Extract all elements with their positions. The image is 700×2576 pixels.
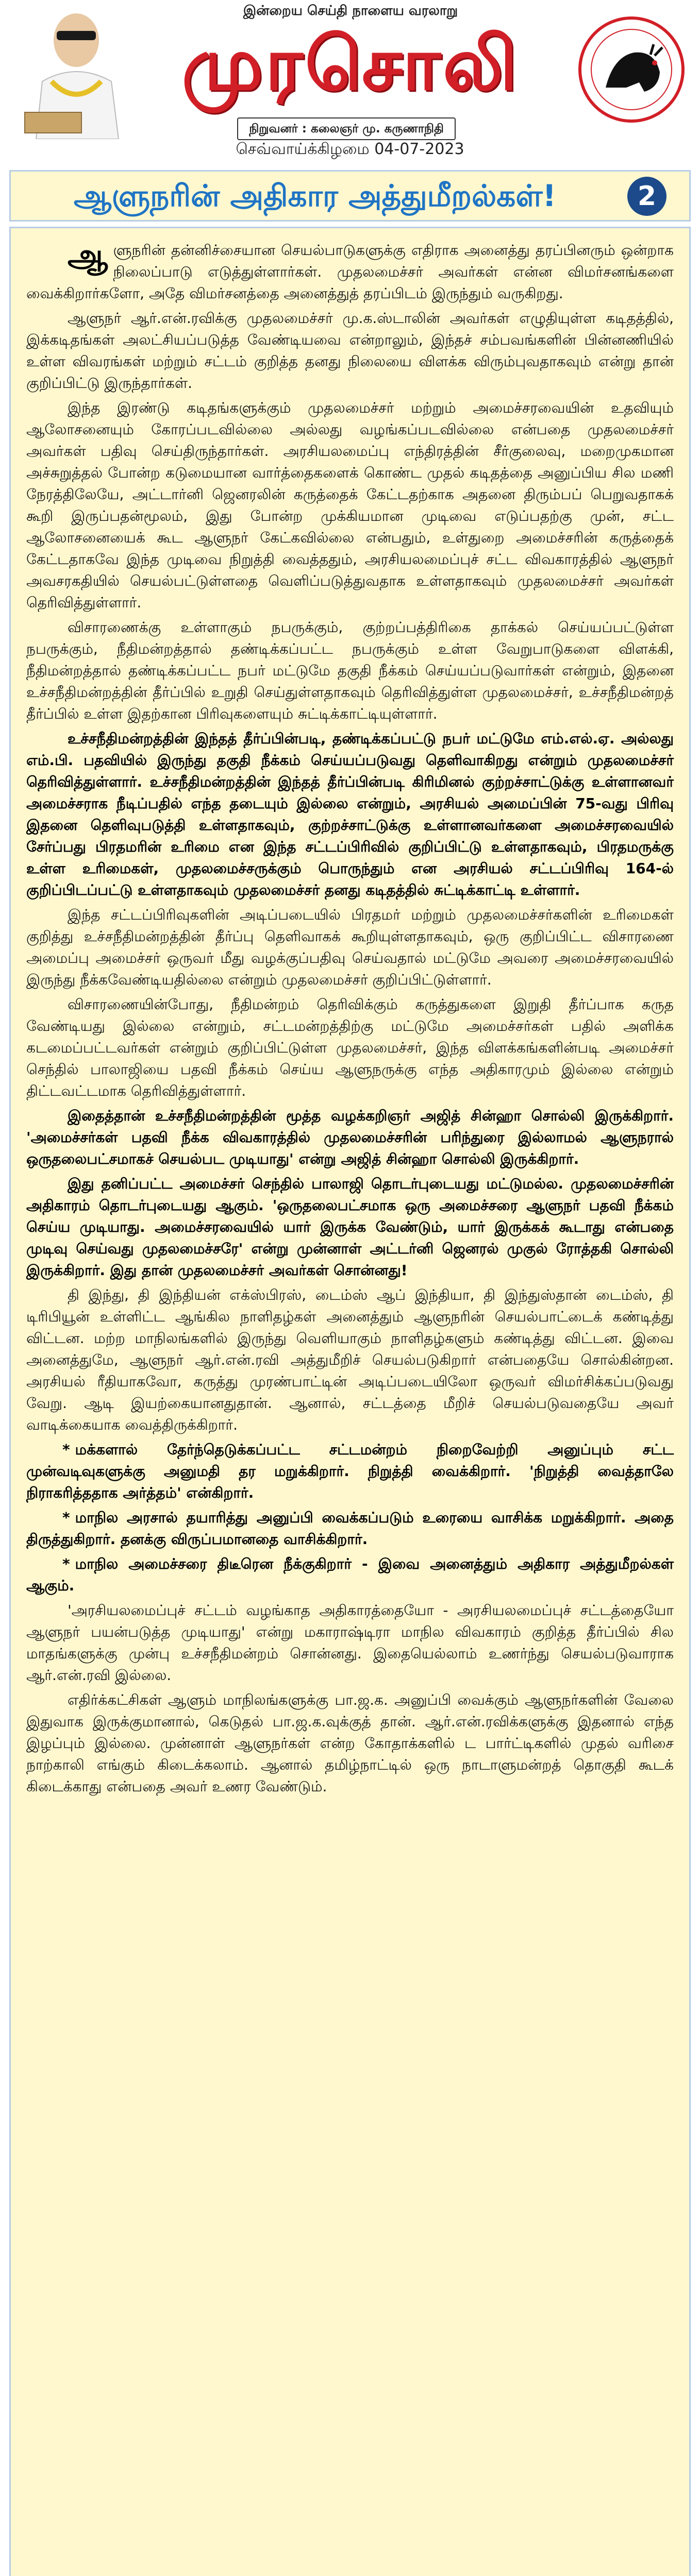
emblem-seal-icon xyxy=(577,15,686,124)
founder-portrait xyxy=(15,4,134,139)
paragraph-bold: இது தனிப்பட்ட அமைச்சர் செந்தில் பாலாஜி தொடர்புடையது மட்டுமல்ல. முதலமைச்சரின் அதிகாரம் தொடர்புடையது ஆகும். 'ஒருதலைபட்சமாக ஒரு அமைச்சரை ஆளுநர் பதவி நீக்கம் செய்ய முடியாது. அமைச்சரவையில் யார் இருக்க வேண்டும், யார் இருக்கக் கூடாது என்பதை முடிவு செய்வது முதலமைச்சரே' என்று முன்னாள் அட்டர்னி ஜெனரல் முகுல் ரோத்தகி சொல்லி இருக்கிறார். இது தான் முதலமைச்சர் அவர்கள் சொன்னது! xyxy=(26,1175,674,1279)
paragraph: ஆளுநர் ஆர்.என்.ரவிக்கு முதலமைச்சர் மு.க.ஸ்டாலின் அவர்கள் எழுதியுள்ள கடிதத்தில், இக்கடிதங்கள் அலட்சியப்படுத்த வேண்டியவை என்றாலும், இந்தச் சம்பவங்களின் பின்னணியில் உள்ள விவரங்கள் மற்றும் சட்டம் குறித்த தனது நிலையை விளக்க விரும்புவதாகவும் என்று தான் குறிப்பிட்டு இருந்தார்கள். xyxy=(26,310,674,392)
paragraph-intro xyxy=(26,236,674,304)
paragraph-bold: இதைத்தான் உச்சநீதிமன்றத்தின் மூத்த வழக்கறிஞர் அஜித் சின்ஹா சொல்லி இருக்கிறார். 'அமைச்சர்கள் பதவி நீக்க விவகாரத்தில் முதலமைச்சரின் பரிந்துரை இல்லாமல் ஆளுநரால் ஒருதலைபட்சமாகச் செயல்பட முடியாது' என்று அஜித் சின்ஹா சொல்லி இருக்கிறார். xyxy=(26,1107,674,1167)
star-bullet-icon: * xyxy=(62,1555,70,1572)
bullet-text: மாநில அமைச்சரை திடீரென நீக்குகிறார் - இவை அனைத்தும் அதிகார அத்துமீறல்கள் ஆகும். xyxy=(26,1555,674,1594)
paragraph: விசாரணைக்கு உள்ளாகும் நபருக்கும், குற்றப்பத்திரிகை தாக்கல் செய்யப்பட்டுள்ள நபருக்கும், நீதிமன்றத்தால் தண்டிக்கப்பட்ட நபருக்கும் உள்ள வேறுபாடுகளை விளக்கி, நீதிமன்றத்தால் தண்டிக்கப்பட்ட நபர் மட்டுமே தகுதி நீக்கம் செய்யப்படுவார்கள் என்றும், இதனை உச்சநீதிமன்றத்தின் தீர்ப்பில் உறுதி செய்துள்ளதாகவும் தெரிவித்துள்ள முதலமைச்சர், உச்சநீதிமன்றத் தீர்ப்பில் உள்ள இதற்கான பிரிவுகளையும் சுட்டிக்காட்டியுள்ளார். xyxy=(26,619,674,722)
article-title: ஆளுநரின் அதிகார அத்துமீறல்கள்! xyxy=(74,178,556,213)
paragraph: இந்த சட்டப்பிரிவுகளின் அடிப்படையில் பிரதமர் மற்றும் முதலமைச்சர்களின் உரிமைகள் குறித்து உச்சநீதிமன்றத்தின் தீர்ப்பு தெளிவாகக் கூறியுள்ளதாகவும், ஒரு குறிப்பிட்ட விசாரணை அமைப்பு அமைச்சர் ஒருவர் மீது வழக்குப்பதிவு செய்வதால் மட்டுமே அவரை அமைச்சரவையில் இருந்து நீக்கவேண்டியதில்லை என்றும் முதலமைச்சர் குறிப்பிட்டுள்ளார். xyxy=(26,906,674,988)
issue-date: செவ்வாய்க்கிழமை 04-07-2023 xyxy=(236,140,464,158)
paragraph: விசாரணையின்போது, நீதிமன்றம் தெரிவிக்கும் கருத்துகளை இறுதி தீர்ப்பாக கருத வேண்டியது இல்லை என்றும், சட்டமன்றத்திற்கு மட்டுமே அமைச்சர்கள் பதில் அளிக்க கடமைப்பட்டவர்கள் என்றும் குறிப்பிட்டுள்ள முதலமைச்சர், இந்த விளக்கங்களின்படி அமைச்சர் செந்தில் பாலாஜியை பதவி நீக்கம் செய்ய ஆளுநருக்கு எந்த அதிகாரமும் இல்லை என்றும் திட்டவட்டமாக தெரிவித்துள்ளார். xyxy=(26,996,674,1099)
bullet-point xyxy=(26,1507,674,1550)
paragraph: தி இந்து, தி இந்தியன் எக்ஸ்பிரஸ், டைம்ஸ் ஆப் இந்தியா, தி இந்துஸ்தான் டைம்ஸ், தி டிரிபியூன் உள்ளிட்ட ஆங்கில நாளிதழ்கள் அனைத்தும் ஆளுநரின் செயல்பாட்டைக் கண்டித்து விட்டன. மற்ற மாநிலங்களில் இருந்து வெளியாகும் நாளிதழ்களும் கண்டித்து விட்டன. இவை அனைத்துமே, ஆளுநர் ஆர்.என்.ரவி அத்துமீறிச் செயல்படுகிறார் என்பதையே சொல்கின்றன. அரசியல் ரீதியாகவோ, கருத்து முரண்பாட்டின் அடிப்படையிலோ ஒருவர் விமர்சிக்கப்படுவது வேறு. ஆடி இயற்கையானதுதான். ஆனால், சட்டத்தை மீறிச் செயல்படுவதையே அவர் வாடிக்கையாக வைத்திருக்கிறார். xyxy=(26,1286,674,1433)
part-number-badge: 2 xyxy=(627,177,666,216)
bullet-text: மாநில அரசால் தயாரித்து அனுப்பி வைக்கப்படும் உரையை வாசிக்க மறுக்கிறார். அதை திருத்துகிறார். தனக்கு விருப்பமானதை வாசிக்கிறார். xyxy=(26,1509,674,1548)
masthead-header xyxy=(0,0,700,158)
article-title-banner xyxy=(9,170,691,222)
drop-cap: ஆ xyxy=(68,236,108,274)
star-bullet-icon: * xyxy=(62,1441,70,1458)
masthead-title: முரசொலி xyxy=(181,21,520,107)
bullet-point xyxy=(26,1439,674,1504)
intro-text: ளுநரின் தன்னிச்சையான செயல்பாடுகளுக்கு எதிராக அனைத்து தரப்பினரும் ஒன்றாக நிலைப்பாடு எடுத்துள்ளார்கள். முதலமைச்சர் அவர்கள் என்ன விமர்சனங்களை வைக்கிறார்களோ, அதே விமர்சனத்தை அனைத்துத் தரப்பிடம் இருந்தும் வருகிறது. xyxy=(26,242,674,302)
star-bullet-icon: * xyxy=(62,1509,70,1526)
tagline: இன்றைய செய்தி நாளைய வரலாறு xyxy=(243,3,458,19)
founder-label: நிறுவனர் : கலைஞர் மு. கருணாநிதி xyxy=(237,117,456,140)
bullet-point xyxy=(26,1553,674,1597)
paragraph: 'அரசியலமைப்புச் சட்டம் வழங்காத அதிகாரத்தையோ - அரசியலமைப்புச் சட்டத்தையோ ஆளுநர் பயன்படுத்த முடியாது' என்று மகாராஷ்டிரா மாநில விவகாரம் குறித்த தீர்ப்பில் சில மாதங்களுக்கு முன்பு உச்சநீதிமன்றம் சொன்னது. இதையெல்லாம் உணர்ந்து செயல்படுவாராக ஆர்.என்.ரவி இல்லை. xyxy=(26,1602,674,1684)
paragraph: இந்த இரண்டு கடிதங்களுக்கும் முதலமைச்சர் மற்றும் அமைச்சரவையின் உதவியும் ஆலோசனையும் கோரப்படவில்லை அல்லது வழங்கப்படவில்லை என்பதை முதலமைச்சர் அவர்கள் பதிவு செய்திருந்தார்கள். அரசியலமைப்பு எந்திரத்தின் சீர்குலைவு, மறைமுகமான அச்சுறுத்தல் போன்ற கடுமையான வார்த்தைகளைக் கொண்ட முதல் கடிதத்தை அனுப்பிய சில மணி நேரத்திலேயே, அட்டார்னி ஜெனரலின் கருத்தைக் கேட்டதற்காக அதனை திரும்பப் பெறுவதாகக் கூறி இருப்பதன்மூலம், இது போன்ற முக்கியமான முடிவை எடுப்பதற்கு முன், சட்ட ஆலோசனையைக் கூட ஆளுநர் கேட்கவில்லை என்பதும், உள்துறை அமைச்சரின் கருத்தைக் கேட்டதாகவே இந்த முடிவை நிறுத்தி வைத்ததும், அரசியலமைப்புச் சட்ட விவகாரத்தில் ஆளுநர் அவசரகதியில் செயல்பட்டுள்ளதை வெளிப்படுத்துவதாக உள்ளதாகவும் முதலமைச்சர் அவர்கள் தெரிவித்துள்ளார். xyxy=(26,399,674,611)
paragraph: எதிர்க்கட்சிகள் ஆளும் மாநிலங்களுக்கு பா.ஜ.க. அனுப்பி வைக்கும் ஆளுநர்களின் வேலை இதுவாக இருக்குமானால், கெடுதல் பா.ஜ.க.வுக்குத் தான். ஆர்.என்.ரவிக்களுக்கு இதனால் எந்த இழப்பும் இல்லை. முன்னாள் ஆளுநர்கள் என்ற கோதாக்களில் ட பார்ட்டிகளில் முதல் வரிசை நாற்காலி எங்கும் கிடைக்கலாம். ஆனால் தமிழ்நாட்டில் ஒரு நாடாளுமன்றத் தொகுதி கூடக் கிடைக்காது என்பதை அவர் உணர வேண்டும். xyxy=(26,1691,674,1795)
bullet-text: மக்களால் தேர்ந்தெடுக்கப்பட்ட சட்டமன்றம் நிறைவேற்றி அனுப்பும் சட்ட முன்வடிவுகளுக்கு அனுமதி தர மறுக்கிறார். நிறுத்தி வைக்கிறார். 'நிறுத்தி வைத்தாலே நிராகரித்ததாக அர்த்தம்' என்கிறார். xyxy=(26,1441,674,1501)
paragraph-bold: உச்சநீதிமன்றத்தின் இந்தத் தீர்ப்பின்படி, தண்டிக்கப்பட்டு நபர் மட்டுமே எம்.எல்.ஏ. அல்லது எம்.பி. பதவியில் இருந்து தகுதி நீக்கம் செய்யப்படுவது தெளிவாகிறது என்றும் முதலமைச்சர் தெரிவித்துள்ளார். உச்சநீதிமன்றத்தின் இந்தத் தீர்ப்பின்படி கிரிமினல் குற்றச்சாட்டுக்கு உள்ளானவர் அமைச்சராக நீடிப்பதில் எந்த தடையும் இல்லை என்றும், அரசியல் அமைப்பின் 75-வது பிரிவு இதனை தெளிவுபடுத்தி உள்ளதாகவும், குற்றச்சாட்டுக்கு உள்ளானவர்களை அமைச்சரவையில் சேர்ப்பது பிரதமரின் உரிமை என இந்த சட்டப்பிரிவில் குறிப்பிட்டு உள்ளதாகவும், பிரதமருக்கு உள்ள உரிமைகள், முதலமைச்சருக்கும் பொருந்தும் என அரசியல் சட்டப்பிரிவு 164-ல் குறிப்பிடப்பட்டு உள்ளதாகவும் முதலமைச்சர் தனது கடிதத்தில் சுட்டிக்காட்டி உள்ளார். xyxy=(26,730,674,899)
article-body xyxy=(9,227,691,2576)
